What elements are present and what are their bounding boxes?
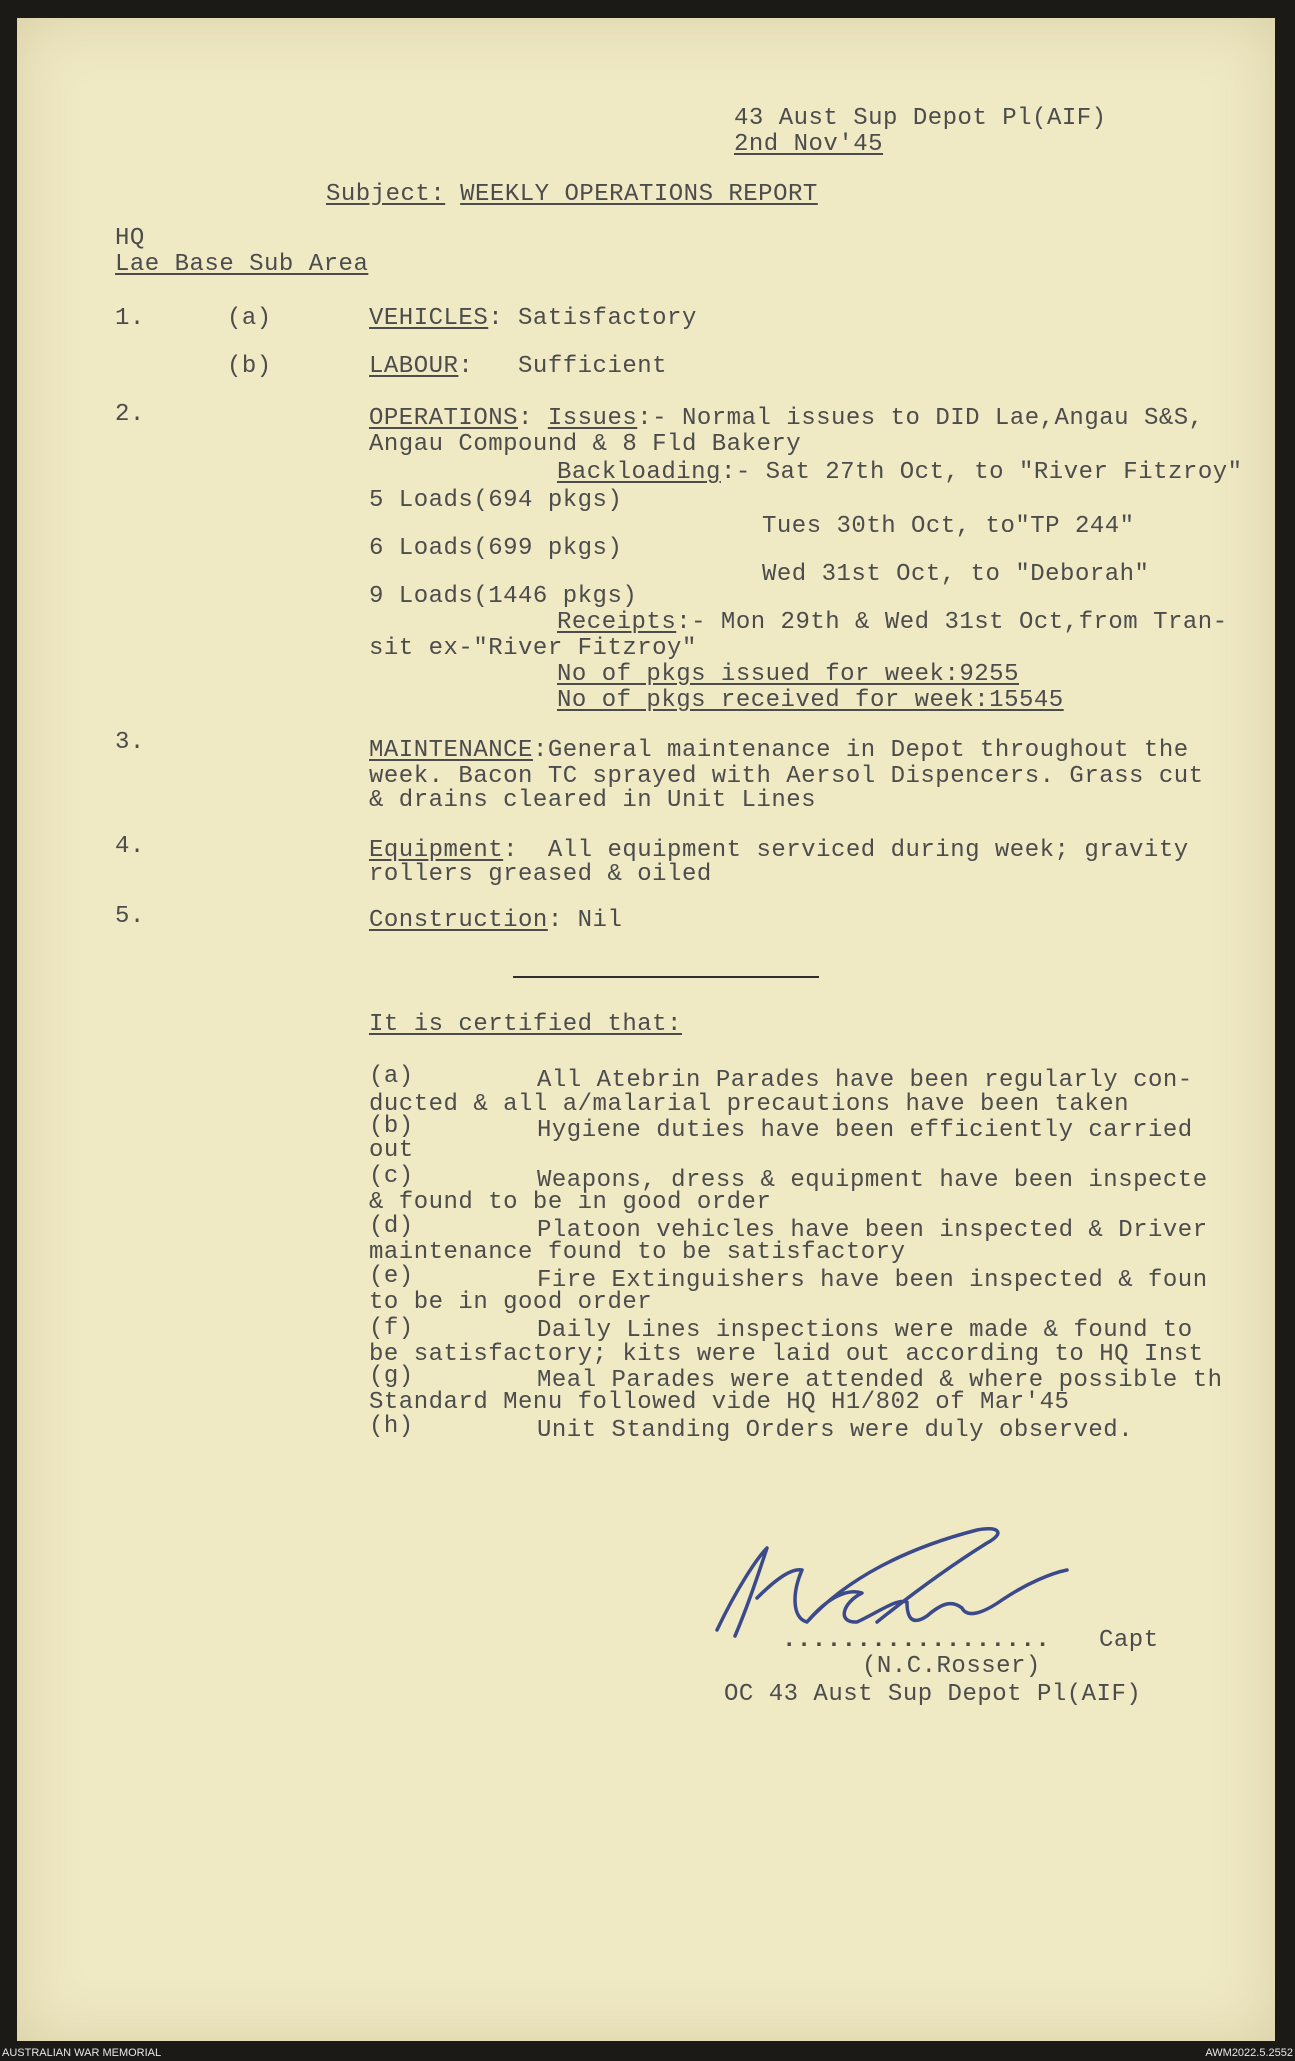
cert-item-text: Unit Standing Orders were duly observed. (537, 1417, 1134, 1444)
subject-text: WEEKLY OPERATIONS REPORT (460, 181, 818, 208)
report-date: 2nd Nov'45 (734, 131, 884, 158)
cert-item-text: All Atebrin Parades have been regularly con- (537, 1067, 1193, 1094)
signature-rank: Capt (1099, 1627, 1159, 1654)
cert-item-text: Meal Parades were attended & where possible th (537, 1367, 1223, 1394)
cert-item-text: maintenance found to be satisfactory (369, 1239, 906, 1266)
section-3-number: 3. (115, 729, 145, 756)
loads-3: 9 Loads(1446 pkgs) (369, 583, 638, 610)
cert-item-letter: (a) (369, 1063, 414, 1090)
cert-item-text: Platoon vehicles have been inspected & Driver (537, 1217, 1208, 1244)
section-4-number: 4. (115, 833, 145, 860)
cert-item-letter: (f) (369, 1315, 414, 1342)
issues-text: :- Normal issues to DID Lae,Angau S&S, (637, 405, 1204, 432)
vehicles-label: VEHICLES (369, 305, 489, 332)
cert-item-letter: (e) (369, 1263, 414, 1290)
maintenance-text-2: week. Bacon TC sprayed with Aersol Dispencers. Grass cut (369, 763, 1204, 790)
footer-accession: AWM2022.5.2552 (1205, 2047, 1293, 2059)
issues-label: Issues (547, 405, 638, 432)
issued-for-week: No of pkgs issued for week:9255 (557, 661, 1019, 688)
wed-backload: Wed 31st Oct, to "Deborah" (762, 561, 1150, 588)
operations-label: OPERATIONS (369, 405, 519, 432)
addressee-hq: HQ (115, 225, 145, 252)
construction-line (369, 908, 622, 934)
backloading-line (557, 460, 1243, 486)
maintenance-text-1: :General maintenance in Depot throughout the (532, 737, 1189, 764)
cert-item-text: Daily Lines inspections were made & found to (537, 1317, 1193, 1344)
section-5-number: 5. (115, 903, 145, 930)
section-1-number: 1. (115, 305, 145, 332)
section-divider (513, 976, 819, 978)
signatory-title: OC 43 Aust Sup Depot Pl(AIF) (724, 1681, 1142, 1708)
vehicles-value: : Satisfactory (488, 305, 697, 332)
signatory-name: (N.C.Rosser) (862, 1653, 1041, 1680)
cert-item-text: Weapons, dress & equipment have been inspecte (537, 1167, 1208, 1194)
cert-item-text: Standard Menu followed vide HQ H1/802 of Mar'45 (369, 1389, 1070, 1416)
section-2-number: 2. (115, 401, 145, 428)
receipts-text-2: sit ex-"River Fitzroy" (369, 635, 697, 662)
subject-label: Subject: (326, 181, 446, 208)
document-page (17, 18, 1275, 2041)
section-1b-letter: (b) (227, 353, 272, 380)
equipment-label: Equipment (369, 837, 504, 864)
construction-value: : Nil (547, 907, 623, 934)
backloading-text: :- Sat 27th Oct, to "River Fitzroy" (720, 459, 1243, 486)
unit-heading: 43 Aust Sup Depot Pl(AIF) (734, 105, 1107, 132)
signature-dots: .................. (782, 1627, 1051, 1654)
cert-item-text: out (369, 1137, 414, 1164)
equipment-text-1: : All equipment serviced during week; gravity (503, 837, 1189, 864)
cert-item-text: Fire Extinguishers have been inspected & foun (537, 1267, 1208, 1294)
section-1a-letter: (a) (227, 305, 272, 332)
cert-item-letter: (g) (369, 1363, 414, 1390)
vehicles-line (369, 306, 697, 332)
footer-source: AUSTRALIAN WAR MEMORIAL (2, 2047, 162, 2059)
equipment-text-2: rollers greased & oiled (369, 861, 712, 888)
maintenance-line-1 (369, 738, 1189, 764)
receipts-line (557, 610, 1228, 636)
loads-2: 6 Loads(699 pkgs) (369, 535, 623, 562)
labour-line (369, 354, 667, 380)
maintenance-text-3: & drains cleared in Unit Lines (369, 787, 817, 814)
certification-heading: It is certified that: (369, 1011, 682, 1038)
cert-item-letter: (h) (369, 1413, 414, 1440)
maintenance-label: MAINTENANCE (369, 737, 533, 764)
subject-line (326, 182, 818, 208)
cert-item-text: to be in good order (369, 1289, 653, 1316)
cert-item-text: Hygiene duties have been efficiently carried (537, 1117, 1193, 1144)
loads-1: 5 Loads(694 pkgs) (369, 487, 623, 514)
issues-text-2: Angau Compound & 8 Fld Bakery (369, 431, 802, 458)
cert-item-letter: (c) (369, 1163, 414, 1190)
addressee-area: Lae Base Sub Area (115, 251, 369, 278)
received-for-week: No of pkgs received for week:15545 (557, 687, 1064, 714)
operations-issues-line: OPERATIONS: Issues:- Normal issues to DID Lae,Angau S&S, (369, 405, 1204, 432)
cert-item-text: & found to be in good order (369, 1189, 772, 1216)
cert-item-text: be satisfactory; kits were laid out according to HQ Inst (369, 1341, 1204, 1368)
tues-backload: Tues 30th Oct, to"TP 244" (762, 513, 1135, 540)
construction-label: Construction (369, 907, 548, 934)
labour-value: : Sufficient (458, 353, 668, 380)
backloading-label: Backloading (557, 459, 721, 486)
cert-item-text: ducted & all a/malarial precautions have been taken (369, 1091, 1130, 1118)
cert-item-letter: (b) (369, 1113, 414, 1140)
receipts-text: :- Mon 29th & Wed 31st Oct,from Tran- (676, 609, 1228, 636)
labour-label: LABOUR (369, 353, 459, 380)
cert-item-letter: (d) (369, 1213, 414, 1240)
receipts-label: Receipts (557, 609, 677, 636)
